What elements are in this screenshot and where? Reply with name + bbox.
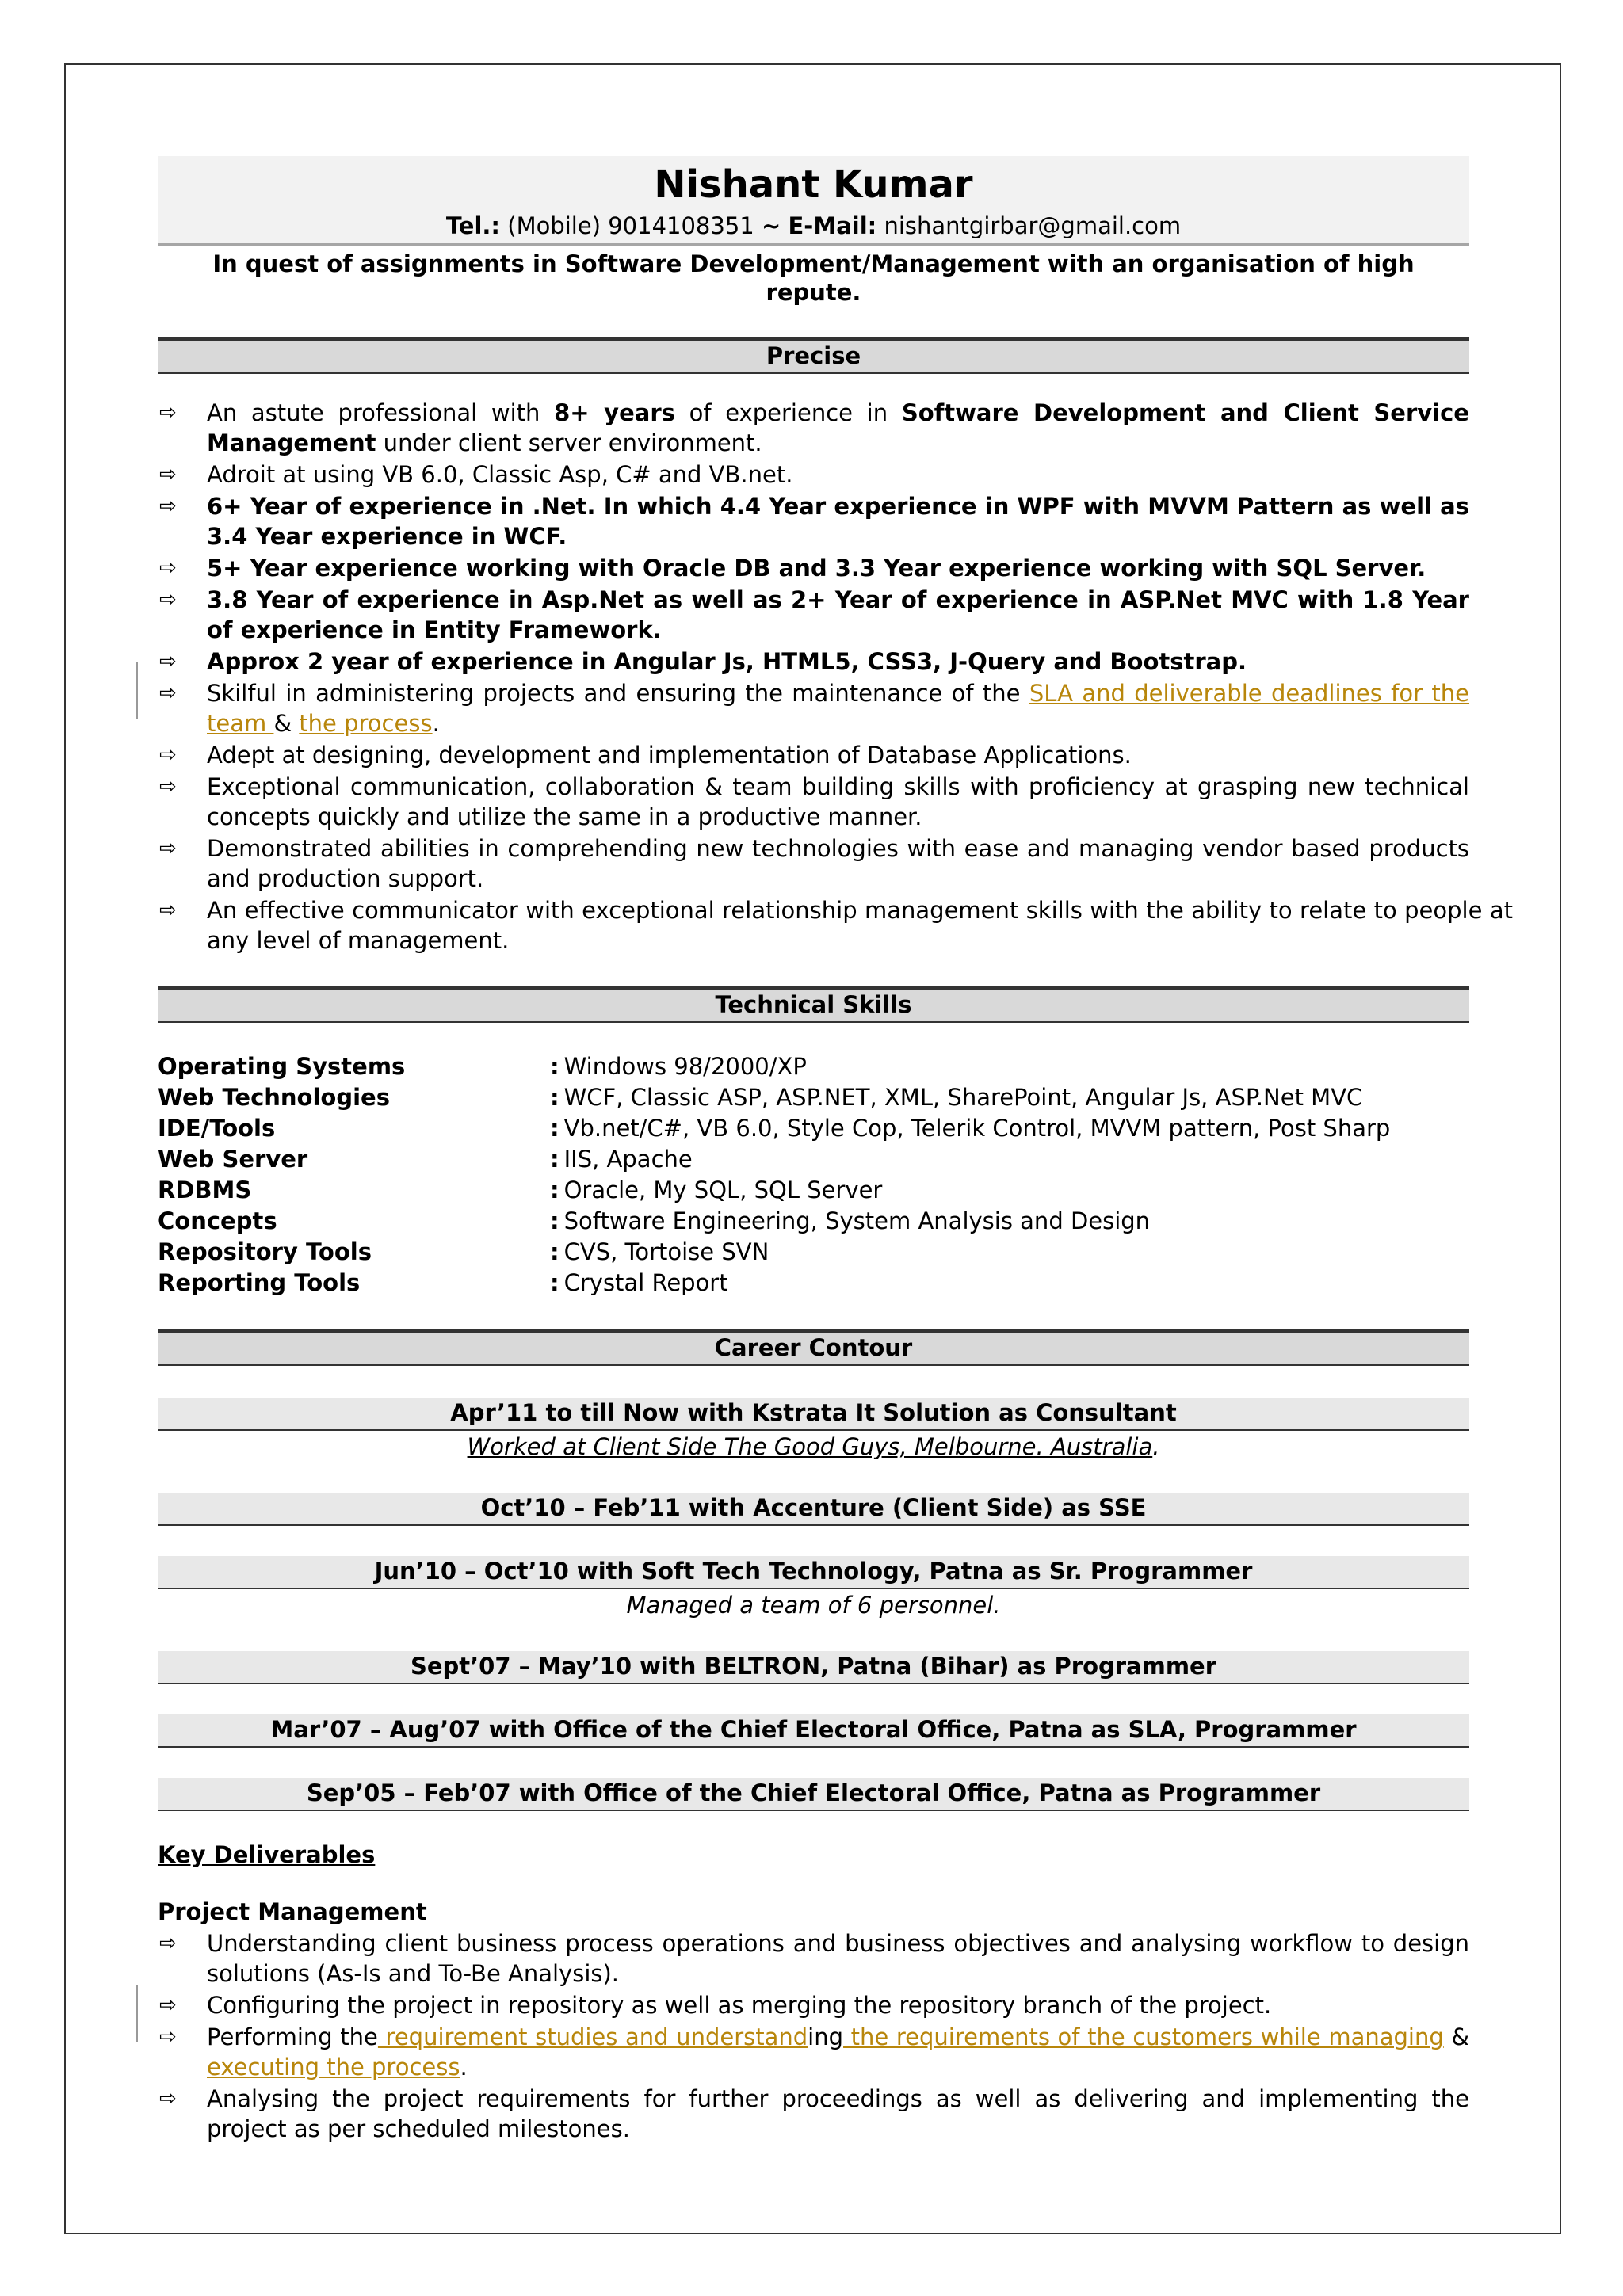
text: Adept at designing, development and implementation of Database Applications. bbox=[207, 742, 1132, 769]
skill-text: Oracle, My SQL, SQL Server bbox=[563, 1177, 883, 1203]
email-value: nishantgirbar@gmail.com bbox=[884, 212, 1182, 239]
tracked-change-text: the process bbox=[299, 710, 433, 737]
skill-text: CVS, Tortoise SVN bbox=[563, 1238, 769, 1265]
skill-row bbox=[158, 1268, 1469, 1299]
text: Understanding client business process operations and business objectives and analysing workflow to design solutions (As-Is and To-Be Analysis). bbox=[207, 1930, 1469, 1987]
arrow-right-icon: ⇨ bbox=[159, 743, 177, 767]
arrow-right-icon: ⇨ bbox=[159, 1932, 177, 1955]
skill-value bbox=[550, 1082, 1362, 1113]
email-label: E-Mail: bbox=[788, 212, 877, 239]
skill-text: WCF, Classic ASP, ASP.NET, XML, SharePoint, Angular Js, ASP.Net MVC bbox=[563, 1084, 1363, 1111]
arrow-right-icon: ⇨ bbox=[159, 588, 177, 612]
list-item bbox=[158, 895, 1513, 955]
arrow-right-icon: ⇨ bbox=[159, 650, 177, 673]
skill-value bbox=[550, 1144, 693, 1175]
skill-label: IDE/Tools bbox=[158, 1115, 276, 1142]
skill-label: Concepts bbox=[158, 1207, 277, 1234]
skill-row bbox=[158, 1113, 1469, 1144]
resume-header bbox=[158, 156, 1469, 246]
list-item bbox=[158, 678, 1469, 738]
skill-row bbox=[158, 1237, 1469, 1268]
job-note bbox=[158, 1431, 1469, 1463]
section-header-precise: Precise bbox=[158, 337, 1469, 374]
arrow-right-icon: ⇨ bbox=[159, 837, 177, 860]
skill-row bbox=[158, 1144, 1469, 1175]
list-item bbox=[158, 585, 1469, 645]
list-item bbox=[158, 2084, 1469, 2144]
arrow-right-icon: ⇨ bbox=[159, 681, 177, 705]
arrow-right-icon: ⇨ bbox=[159, 898, 177, 922]
arrow-right-icon: ⇨ bbox=[159, 401, 177, 425]
project-management-heading: Project Management bbox=[158, 1898, 427, 1925]
list-item bbox=[158, 1990, 1469, 2020]
job-note-end: . bbox=[1152, 1433, 1160, 1460]
list-item bbox=[158, 2022, 1469, 2082]
colon: : bbox=[550, 1115, 559, 1142]
skill-text: Software Engineering, System Analysis and Design bbox=[563, 1207, 1151, 1234]
list-item bbox=[158, 833, 1469, 894]
skill-row bbox=[158, 1206, 1469, 1237]
job-title: Oct’10 – Feb’11 with Accenture (Client Side) as SSE bbox=[158, 1493, 1469, 1526]
tracked-change-text: requirement studies and understand bbox=[377, 2023, 808, 2050]
colon: : bbox=[550, 1146, 559, 1173]
skill-row bbox=[158, 1051, 1469, 1082]
text: Analysing the project requirements for further proceedings as well as delivering and implementing the project as per scheduled milestones. bbox=[207, 2085, 1469, 2142]
text: Performing the bbox=[207, 2023, 378, 2050]
job-title: Apr’11 to till Now with Kstrata It Solution as Consultant bbox=[158, 1398, 1469, 1431]
revision-bar bbox=[136, 662, 138, 719]
colon: : bbox=[550, 1053, 559, 1080]
text: Exceptional communication, collaboration & team building skills with proficiency at grasping new technical concepts quickly and utilize the same in a productive manner. bbox=[207, 773, 1469, 830]
deliverables-list bbox=[158, 1928, 1469, 2144]
skill-label: RDBMS bbox=[158, 1177, 252, 1203]
text: under client server environment. bbox=[376, 429, 762, 456]
skill-label: Reporting Tools bbox=[158, 1269, 361, 1296]
skill-value bbox=[550, 1206, 1150, 1237]
text-bold: 8+ years bbox=[554, 399, 675, 426]
list-item bbox=[158, 772, 1469, 832]
job-title: Sept’07 – May’10 with BELTRON, Patna (Bihar) as Programmer bbox=[158, 1651, 1469, 1684]
skill-value bbox=[550, 1268, 728, 1299]
job-title: Jun’10 – Oct’10 with Soft Tech Technology, Patna as Sr. Programmer bbox=[158, 1556, 1469, 1589]
section-header-career-contour: Career Contour bbox=[158, 1329, 1469, 1366]
text: . bbox=[432, 710, 440, 737]
skill-row bbox=[158, 1175, 1469, 1206]
text: of experience in bbox=[674, 399, 902, 426]
candidate-name: Nishant Kumar bbox=[654, 162, 973, 207]
colon: : bbox=[550, 1084, 559, 1111]
list-item bbox=[158, 398, 1469, 458]
skills-table bbox=[158, 1051, 1469, 1299]
skill-row bbox=[158, 1082, 1469, 1113]
tracked-change-text: the requirements of the customers while managing bbox=[843, 2023, 1444, 2050]
list-item bbox=[158, 553, 1469, 583]
text: Configuring the project in repository as well as merging the repository branch of the project. bbox=[207, 1992, 1272, 2019]
skill-label: Repository Tools bbox=[158, 1238, 372, 1265]
text: Adroit at using VB 6.0, Classic Asp, C# and VB.net. bbox=[207, 461, 793, 488]
arrow-right-icon: ⇨ bbox=[159, 2087, 177, 2111]
list-item bbox=[158, 740, 1469, 770]
skill-label: Operating Systems bbox=[158, 1053, 406, 1080]
text-bold: 6+ Year of experience in .Net. In which 4.4 Year experience in WPF with MVVM Pattern as well as 3.4 Year experience in WCF. bbox=[207, 493, 1469, 550]
skill-text: Crystal Report bbox=[563, 1269, 728, 1296]
skill-value bbox=[550, 1175, 882, 1206]
arrow-right-icon: ⇨ bbox=[159, 556, 177, 580]
tel-value: (Mobile) 9014108351 bbox=[507, 212, 754, 239]
text-bold: 5+ Year experience working with Oracle DB and 3.3 Year experience working with SQL Server. bbox=[207, 555, 1426, 582]
skill-text: Windows 98/2000/XP bbox=[563, 1053, 807, 1080]
list-item bbox=[158, 646, 1469, 677]
job-title: Sep’05 – Feb’07 with Office of the Chief Electoral Office, Patna as Programmer bbox=[158, 1778, 1469, 1811]
text-bold: Software Development and Client Service Management bbox=[207, 399, 1469, 456]
text: . bbox=[460, 2054, 468, 2081]
arrow-right-icon: ⇨ bbox=[159, 2025, 177, 2049]
text: Demonstrated abilities in comprehending new technologies with ease and managing vendor based products and production support. bbox=[207, 835, 1469, 892]
skill-value bbox=[550, 1237, 769, 1268]
colon: : bbox=[550, 1207, 559, 1234]
separator: ~ bbox=[761, 212, 781, 239]
arrow-right-icon: ⇨ bbox=[159, 775, 177, 799]
skill-value bbox=[550, 1113, 1390, 1144]
list-item bbox=[158, 491, 1469, 551]
colon: : bbox=[550, 1238, 559, 1265]
key-deliverables-heading: Key Deliverables bbox=[158, 1841, 376, 1868]
skill-label: Web Server bbox=[158, 1146, 308, 1173]
text: An astute professional with bbox=[207, 399, 555, 426]
contact-line bbox=[158, 210, 1469, 243]
job-title: Mar’07 – Aug’07 with Office of the Chief Electoral Office, Patna as SLA, Programmer bbox=[158, 1714, 1469, 1748]
list-item bbox=[158, 460, 1469, 490]
job-note: Managed a team of 6 personnel. bbox=[626, 1592, 1001, 1619]
career-objective: In quest of assignments in Software Development/Management with an organisation of high repute. bbox=[212, 250, 1415, 306]
skill-text: IIS, Apache bbox=[563, 1146, 693, 1173]
section-header-technical-skills: Technical Skills bbox=[158, 986, 1469, 1023]
list-item bbox=[158, 1928, 1469, 1989]
text: An effective communicator with exceptional relationship management skills with the ability to relate to people at any level of management. bbox=[207, 897, 1513, 954]
job-note-text: Worked at Client Side The Good Guys, Melbourne. Australia bbox=[467, 1433, 1153, 1460]
text: Skilful in administering projects and ensuring the maintenance of the bbox=[207, 680, 1029, 707]
tracked-change-text: SLA and deliverable deadlines for the team bbox=[207, 680, 1470, 737]
tel-label: Tel.: bbox=[445, 212, 501, 239]
colon: : bbox=[550, 1269, 559, 1296]
skill-text: Vb.net/C#, VB 6.0, Style Cop, Telerik Control, MVVM pattern, Post Sharp bbox=[563, 1115, 1391, 1142]
text-bold: 3.8 Year of experience in Asp.Net as well as 2+ Year of experience in ASP.Net MVC with 1.8 Year of experience in Entity Framework. bbox=[207, 586, 1469, 643]
precise-list bbox=[158, 398, 1513, 955]
skill-value bbox=[550, 1051, 807, 1082]
text: ing bbox=[808, 2023, 844, 2050]
arrow-right-icon: ⇨ bbox=[159, 1993, 177, 2017]
revision-bar bbox=[136, 1985, 138, 2042]
text: & bbox=[273, 710, 300, 737]
tracked-change-text: executing the process bbox=[207, 2054, 460, 2081]
colon: : bbox=[550, 1177, 559, 1203]
arrow-right-icon: ⇨ bbox=[159, 463, 177, 486]
arrow-right-icon: ⇨ bbox=[159, 494, 177, 518]
skill-label: Web Technologies bbox=[158, 1084, 390, 1111]
text-bold: Approx 2 year of experience in Angular Js, HTML5, CSS3, J-Query and Bootstrap. bbox=[207, 648, 1247, 675]
text: & bbox=[1443, 2023, 1469, 2050]
resume-document bbox=[158, 156, 1513, 2145]
